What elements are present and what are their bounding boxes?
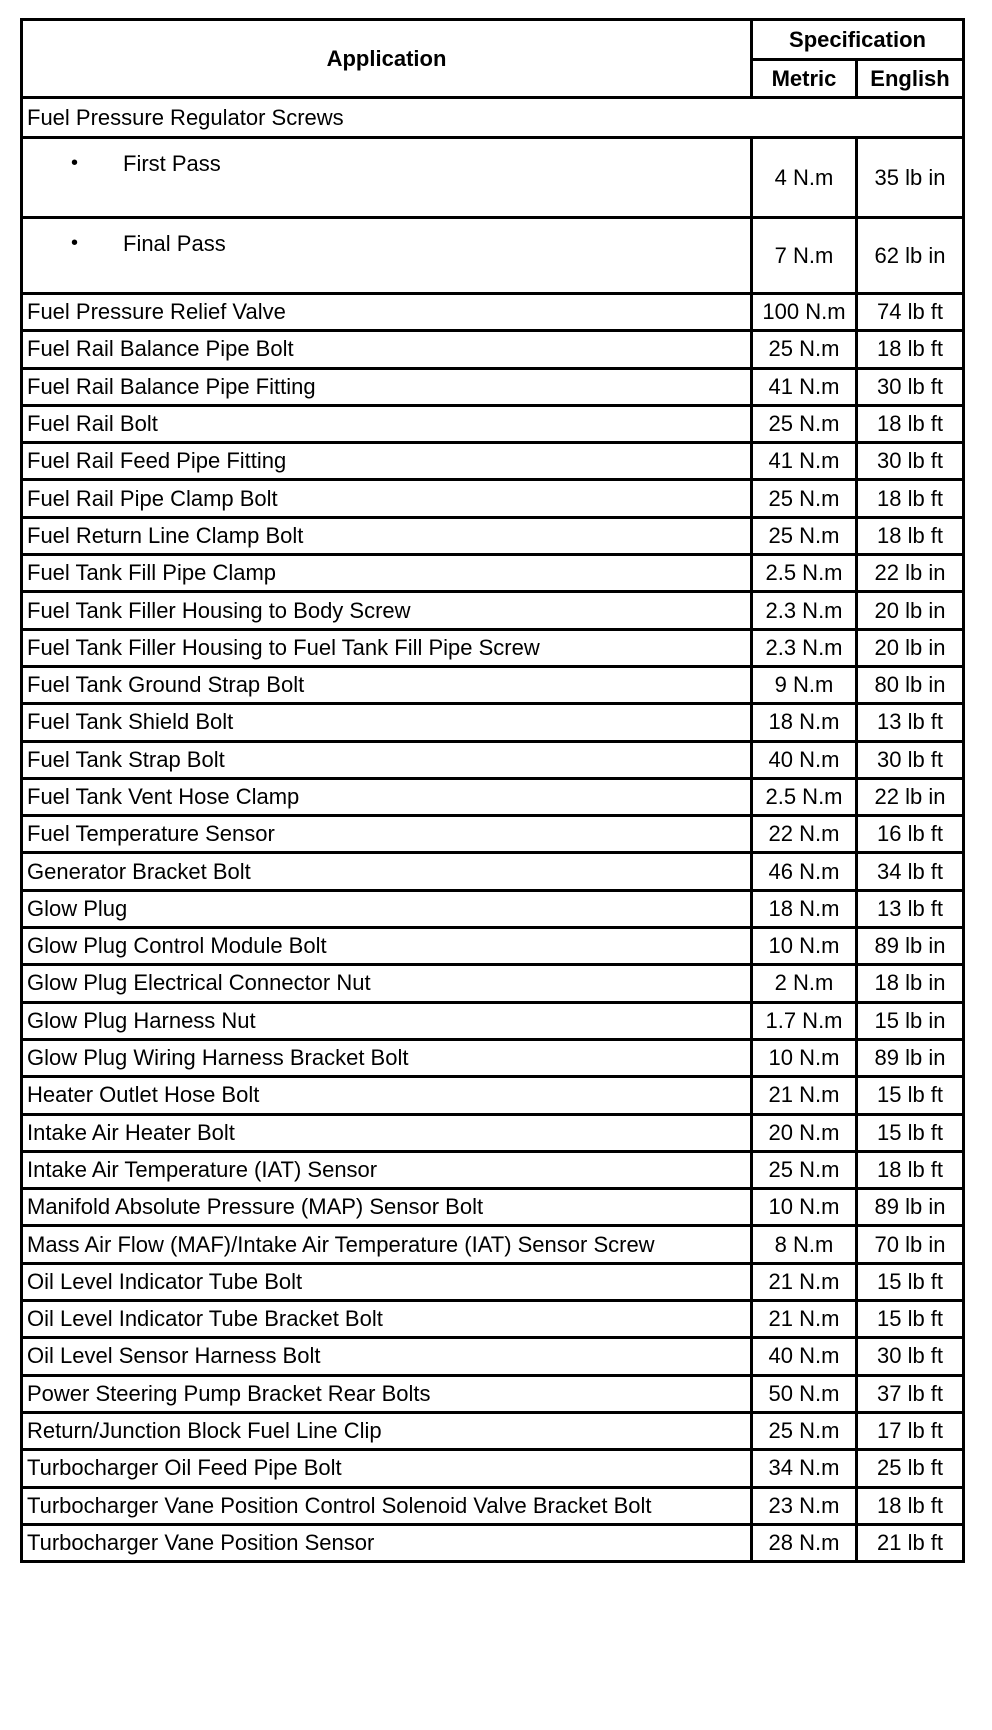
metric-cell: 4 N.m — [752, 138, 857, 218]
sub-label: Final Pass — [123, 231, 226, 256]
metric-cell: 10 N.m — [752, 1039, 857, 1076]
table-row — [22, 1151, 964, 1188]
english-cell: 17 lb ft — [857, 1412, 964, 1449]
metric-cell: 34 N.m — [752, 1450, 857, 1487]
table-row — [22, 1375, 964, 1412]
application-cell: Glow Plug Control Module Bolt — [22, 928, 752, 965]
english-cell: 30 lb ft — [857, 368, 964, 405]
application-cell: Oil Level Indicator Tube Bolt — [22, 1263, 752, 1300]
application-cell: Intake Air Temperature (IAT) Sensor — [22, 1151, 752, 1188]
english-cell: 13 lb ft — [857, 890, 964, 927]
metric-cell: 21 N.m — [752, 1077, 857, 1114]
english-cell: 18 lb ft — [857, 1487, 964, 1524]
english-cell: 15 lb ft — [857, 1114, 964, 1151]
sub-row-first-pass — [22, 138, 964, 218]
english-cell: 34 lb ft — [857, 853, 964, 890]
english-cell: 20 lb in — [857, 629, 964, 666]
english-cell: 80 lb in — [857, 666, 964, 703]
table-row — [22, 1338, 964, 1375]
english-cell: 18 lb in — [857, 965, 964, 1002]
header-row-top — [22, 20, 964, 60]
metric-cell: 7 N.m — [752, 218, 857, 294]
table-row — [22, 1450, 964, 1487]
application-cell: Fuel Pressure Relief Valve — [22, 294, 752, 331]
group-row — [22, 98, 964, 138]
table-row — [22, 704, 964, 741]
table-row — [22, 294, 964, 331]
application-cell: Fuel Rail Bolt — [22, 405, 752, 442]
table-row — [22, 853, 964, 890]
metric-cell: 41 N.m — [752, 443, 857, 480]
metric-cell: 41 N.m — [752, 368, 857, 405]
metric-cell: 21 N.m — [752, 1301, 857, 1338]
table-row — [22, 368, 964, 405]
table-row — [22, 480, 964, 517]
metric-cell: 25 N.m — [752, 1412, 857, 1449]
table-row — [22, 517, 964, 554]
english-cell: 13 lb ft — [857, 704, 964, 741]
application-cell: Mass Air Flow (MAF)/Intake Air Temperature (IAT) Sensor Screw — [22, 1226, 752, 1263]
application-cell: Fuel Tank Shield Bolt — [22, 704, 752, 741]
application-cell: Heater Outlet Hose Bolt — [22, 1077, 752, 1114]
metric-cell: 20 N.m — [752, 1114, 857, 1151]
metric-cell: 10 N.m — [752, 928, 857, 965]
application-cell: Fuel Tank Filler Housing to Body Screw — [22, 592, 752, 629]
sub-application-cell — [22, 218, 752, 294]
table-row — [22, 1263, 964, 1300]
english-cell: 18 lb ft — [857, 517, 964, 554]
sub-row-final-pass — [22, 218, 964, 294]
metric-cell: 28 N.m — [752, 1524, 857, 1561]
english-cell: 18 lb ft — [857, 405, 964, 442]
metric-cell: 2.3 N.m — [752, 592, 857, 629]
table-row — [22, 443, 964, 480]
application-cell: Return/Junction Block Fuel Line Clip — [22, 1412, 752, 1449]
english-cell: 30 lb ft — [857, 1338, 964, 1375]
application-cell: Fuel Tank Filler Housing to Fuel Tank Fill Pipe Screw — [22, 629, 752, 666]
english-cell: 30 lb ft — [857, 741, 964, 778]
metric-cell: 25 N.m — [752, 1151, 857, 1188]
metric-cell: 25 N.m — [752, 480, 857, 517]
english-cell: 22 lb in — [857, 778, 964, 815]
sub-label: First Pass — [123, 151, 221, 176]
table-row — [22, 1189, 964, 1226]
table-row — [22, 331, 964, 368]
metric-cell: 25 N.m — [752, 517, 857, 554]
metric-cell: 40 N.m — [752, 1338, 857, 1375]
table-row — [22, 1226, 964, 1263]
english-cell: 20 lb in — [857, 592, 964, 629]
application-cell: Fuel Rail Balance Pipe Fitting — [22, 368, 752, 405]
table-row — [22, 666, 964, 703]
metric-cell: 40 N.m — [752, 741, 857, 778]
table-row — [22, 1524, 964, 1561]
english-cell: 15 lb ft — [857, 1077, 964, 1114]
english-cell: 18 lb ft — [857, 480, 964, 517]
table-row — [22, 1114, 964, 1151]
bullet-icon: • — [71, 152, 79, 174]
metric-cell: 100 N.m — [752, 294, 857, 331]
application-cell: Intake Air Heater Bolt — [22, 1114, 752, 1151]
metric-header: Metric — [752, 60, 857, 98]
metric-cell: 18 N.m — [752, 704, 857, 741]
torque-spec-table — [20, 18, 965, 1563]
application-cell: Generator Bracket Bolt — [22, 853, 752, 890]
english-cell: 18 lb ft — [857, 331, 964, 368]
english-cell: 74 lb ft — [857, 294, 964, 331]
english-cell: 15 lb ft — [857, 1263, 964, 1300]
application-cell: Fuel Tank Vent Hose Clamp — [22, 778, 752, 815]
english-cell: 25 lb ft — [857, 1450, 964, 1487]
application-cell: Oil Level Sensor Harness Bolt — [22, 1338, 752, 1375]
application-cell: Fuel Tank Strap Bolt — [22, 741, 752, 778]
table-row — [22, 890, 964, 927]
table-row — [22, 778, 964, 815]
table-row — [22, 555, 964, 592]
application-cell: Fuel Rail Feed Pipe Fitting — [22, 443, 752, 480]
application-cell: Glow Plug Wiring Harness Bracket Bolt — [22, 1039, 752, 1076]
application-cell: Turbocharger Oil Feed Pipe Bolt — [22, 1450, 752, 1487]
english-cell: 15 lb ft — [857, 1301, 964, 1338]
english-cell: 35 lb in — [857, 138, 964, 218]
table-row — [22, 592, 964, 629]
specification-header: Specification — [752, 20, 964, 60]
metric-cell: 2 N.m — [752, 965, 857, 1002]
metric-cell: 1.7 N.m — [752, 1002, 857, 1039]
metric-cell: 10 N.m — [752, 1189, 857, 1226]
english-cell: 22 lb in — [857, 555, 964, 592]
table-row — [22, 405, 964, 442]
sub-application-cell — [22, 138, 752, 218]
english-cell: 62 lb in — [857, 218, 964, 294]
application-cell: Glow Plug Harness Nut — [22, 1002, 752, 1039]
application-cell: Turbocharger Vane Position Control Solenoid Valve Bracket Bolt — [22, 1487, 752, 1524]
english-cell: 15 lb in — [857, 1002, 964, 1039]
english-cell: 89 lb in — [857, 1189, 964, 1226]
metric-cell: 8 N.m — [752, 1226, 857, 1263]
english-cell: 89 lb in — [857, 1039, 964, 1076]
application-cell: Fuel Return Line Clamp Bolt — [22, 517, 752, 554]
table-row — [22, 1077, 964, 1114]
english-cell: 89 lb in — [857, 928, 964, 965]
metric-cell: 25 N.m — [752, 405, 857, 442]
metric-cell: 2.5 N.m — [752, 555, 857, 592]
table-row — [22, 741, 964, 778]
english-cell: 37 lb ft — [857, 1375, 964, 1412]
application-cell: Power Steering Pump Bracket Rear Bolts — [22, 1375, 752, 1412]
metric-cell: 22 N.m — [752, 816, 857, 853]
metric-cell: 23 N.m — [752, 1487, 857, 1524]
metric-cell: 18 N.m — [752, 890, 857, 927]
english-cell: 16 lb ft — [857, 816, 964, 853]
group-label: Fuel Pressure Regulator Screws — [22, 98, 964, 138]
application-cell: Glow Plug Electrical Connector Nut — [22, 965, 752, 1002]
english-header: English — [857, 60, 964, 98]
table-row — [22, 629, 964, 666]
english-cell: 30 lb ft — [857, 443, 964, 480]
application-cell: Turbocharger Vane Position Sensor — [22, 1524, 752, 1561]
metric-cell: 46 N.m — [752, 853, 857, 890]
table-row — [22, 1301, 964, 1338]
application-cell: Fuel Rail Balance Pipe Bolt — [22, 331, 752, 368]
bullet-icon: • — [71, 232, 79, 254]
metric-cell: 25 N.m — [752, 331, 857, 368]
table-body — [22, 20, 964, 1562]
english-cell: 70 lb in — [857, 1226, 964, 1263]
table-row — [22, 1412, 964, 1449]
table-row — [22, 1039, 964, 1076]
table-row — [22, 965, 964, 1002]
application-cell: Oil Level Indicator Tube Bracket Bolt — [22, 1301, 752, 1338]
application-cell: Fuel Temperature Sensor — [22, 816, 752, 853]
table-row — [22, 928, 964, 965]
metric-cell: 9 N.m — [752, 666, 857, 703]
metric-cell: 2.3 N.m — [752, 629, 857, 666]
metric-cell: 50 N.m — [752, 1375, 857, 1412]
metric-cell: 2.5 N.m — [752, 778, 857, 815]
application-cell: Fuel Tank Ground Strap Bolt — [22, 666, 752, 703]
table-row — [22, 1002, 964, 1039]
table-row — [22, 1487, 964, 1524]
application-cell: Manifold Absolute Pressure (MAP) Sensor Bolt — [22, 1189, 752, 1226]
application-cell: Fuel Tank Fill Pipe Clamp — [22, 555, 752, 592]
application-header: Application — [22, 20, 752, 98]
english-cell: 18 lb ft — [857, 1151, 964, 1188]
application-cell: Glow Plug — [22, 890, 752, 927]
application-cell: Fuel Rail Pipe Clamp Bolt — [22, 480, 752, 517]
metric-cell: 21 N.m — [752, 1263, 857, 1300]
table-row — [22, 816, 964, 853]
english-cell: 21 lb ft — [857, 1524, 964, 1561]
